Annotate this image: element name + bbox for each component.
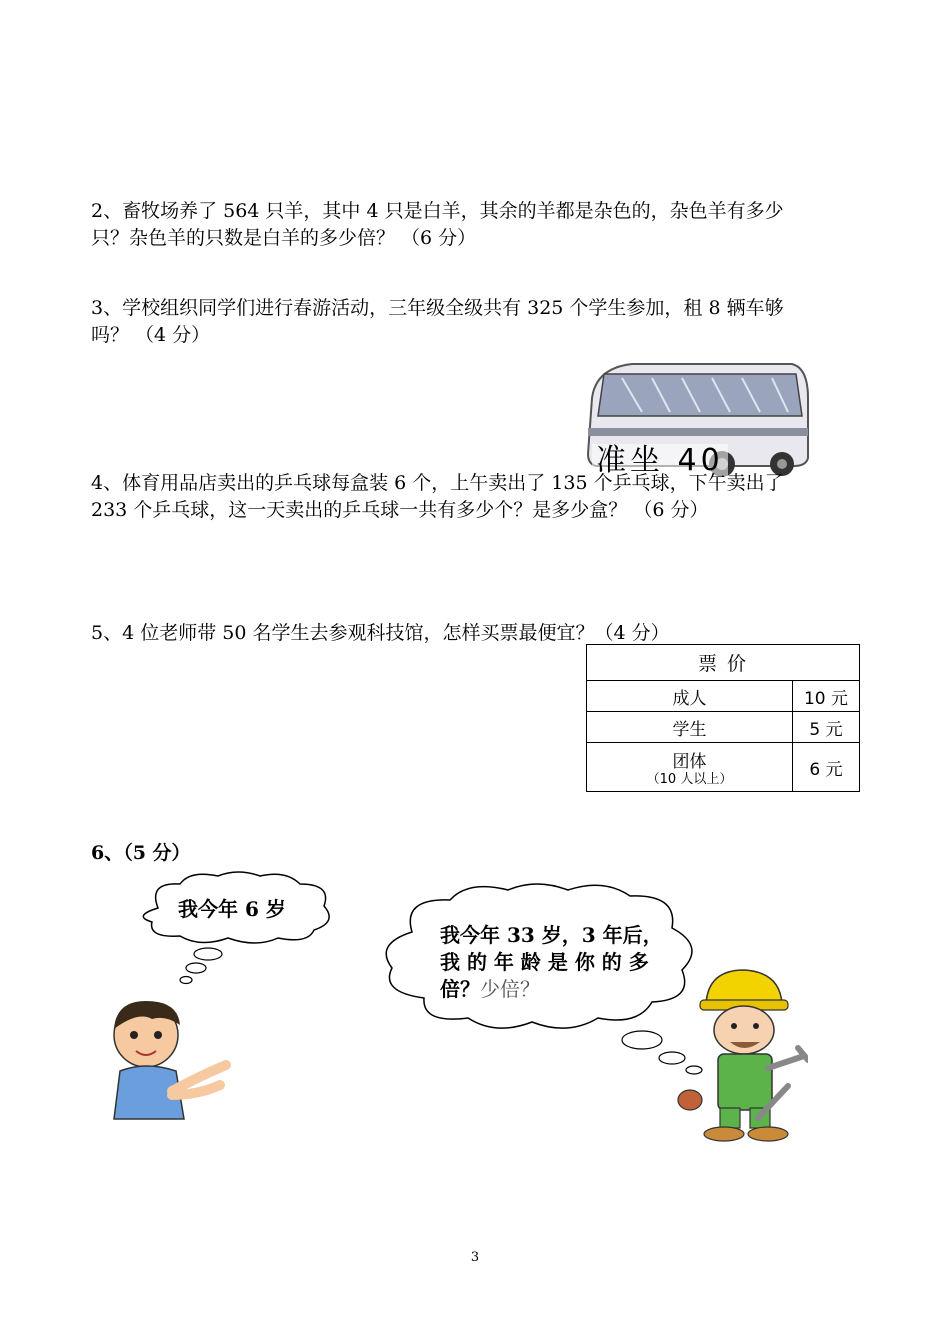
ticket-price: 5 元 [793,712,860,743]
ticket-price: 10 元 [793,681,860,712]
question-2 [91,198,866,252]
ticket-type-group [587,743,793,792]
ticket-price-table [586,644,860,792]
price-table-header: 票 价 [587,645,860,681]
ticket-type: 团体 [672,751,707,772]
kid-speech-text: 我今年 6 岁 [178,897,286,921]
question-2-line2: 只？杂色羊的只数是白羊的多少倍？ （6 分） [91,227,477,249]
question-4 [91,470,866,524]
question-2-line1: 2、畜牧场养了 564 只羊，其中 4 只是白羊，其余的羊都是杂色的，杂色羊有多少 [91,200,784,222]
bus-capacity-label: 准坐 40 [592,444,728,478]
question-4-line2: 233 个乒乓球，这一天卖出的乒乓球一共有多少个？是多少盒？ （6 分） [91,499,709,521]
question-5-line1: 5、4 位老师带 50 名学生去参观科技馆，怎样买票最便宜？（4 分） [91,622,670,644]
question-4-line1: 4、体育用品店卖出的乒乓球每盒装 6 个，上午卖出了 135 个乒乓球，下午卖出了 [91,472,784,494]
ticket-type: 学生 [587,712,793,743]
question-3 [91,295,866,349]
question-5 [91,620,866,647]
question-6 [91,840,866,867]
ticket-type: 成人 [587,681,793,712]
worker-speech-tail: 少倍？ [480,977,540,1001]
page-number: 3 [470,1250,480,1265]
ticket-price: 6 元 [793,743,860,792]
speech-cloud-kid [128,868,340,988]
question-3-line2: 吗？ （4 分） [91,324,211,346]
question-6-line1: 6、（5 分） [91,842,191,864]
worker-speech-main: 我今年 33 岁，3 年后，我 的 年 龄 是 你 的 多 倍？ [440,923,663,1001]
ticket-type-note: （10 人以上） [646,771,733,787]
question-3-line1: 3、学校组织同学们进行春游活动，三年级全级共有 325 个学生参加，租 8 辆车够 [91,297,784,319]
boy-illustration [102,995,242,1125]
worker-illustration [668,968,808,1143]
worker-speech-text [440,922,665,1003]
